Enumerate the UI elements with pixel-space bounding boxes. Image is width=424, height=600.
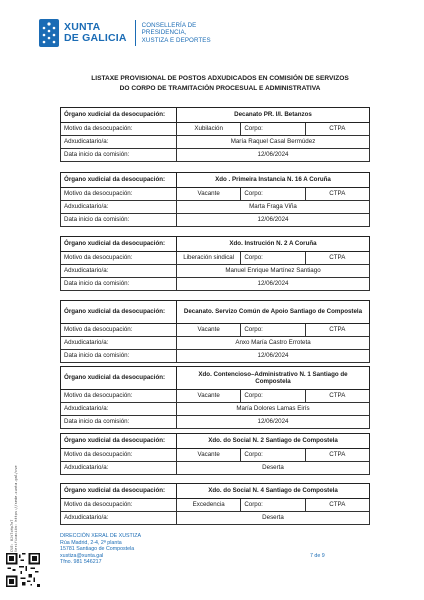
motivo-label: Motivo da desocupación: [61,252,177,265]
adxudicatario-value: Manuel Enrique Martínez Santiago [177,265,370,278]
data-inicio-value: 12/06/2024 [177,149,370,162]
organo-value: Xdo . Primeira Instancia N. 16 A Coruña [177,173,370,188]
footer-address: DIRECCIÓN XERAL DE XUSTIZA Rúa Madrid, 2-4, 2ª planta 15781 Santiago de Compostela xustiza@xunta.gal Tfno. 981 546217 [60,533,142,566]
page-number: 7 de 9 [310,553,325,559]
xunta-crest-icon [38,18,60,48]
motivo-value: Vacante [177,324,241,337]
corpo-value: CTPA [305,123,369,136]
assignment-block [60,107,370,162]
data-inicio-label: Data inicio da comisión: [61,278,177,291]
motivo-label: Motivo da desocupación: [61,188,177,201]
organo-value: Xdo. do Social N. 4 Santiago de Compostela [177,484,370,499]
footer-email[interactable]: xustiza@xunta.gal [60,552,104,559]
organo-label: Órgano xudicial da desocupación: [61,173,177,188]
organo-value: Decanato PR. I/I. Betanzos [177,108,370,123]
corpo-label: Corpo: [241,390,305,403]
organo-value: Decanato. Servizo Común de Apoio Santiago de Compostela [177,301,370,324]
adxudicatario-label: Adxudicatario/a: [61,337,177,350]
adxudicatario-value: Deserta [177,462,370,475]
adxudicatario-value: María Raquel Casal Bermúdez [177,136,370,149]
organo-label: Órgano xudicial da desocupación: [61,484,177,499]
motivo-value: Vacante [177,449,241,462]
adxudicatario-label: Adxudicatario/a: [61,462,177,475]
assignment-block [60,483,370,525]
corpo-value: CTPA [305,390,369,403]
motivo-value: Vacante [177,188,241,201]
corpo-value: CTPA [305,188,369,201]
data-inicio-label: Data inicio da comisión: [61,214,177,227]
data-inicio-value: 12/06/2024 [177,214,370,227]
document-title: LISTAXE PROVISIONAL DE POSTOS ADXUDICADOS EN COMISIÓN DE SERVIZOS DO CORPO DE TRAMITACIÓN PROCESUAL E ADMINISTRATIVA [91,75,349,92]
adxudicatario-value: Anxo María Castro Erroteta [177,337,370,350]
data-inicio-label: Data inicio da comisión: [61,350,177,363]
organo-label: Órgano xudicial da desocupación: [61,434,177,449]
header-divider [135,20,136,46]
corpo-value: CTPA [305,324,369,337]
motivo-label: Motivo da desocupación: [61,123,177,136]
verification-code: CVE: 8Jt7cHp7n7 Verificación: https://sede.xunta.gal/cve [10,465,19,552]
corpo-label: Corpo: [241,324,305,337]
assignment-block [60,236,370,291]
corpo-value: CTPA [305,499,369,512]
motivo-label: Motivo da desocupación: [61,449,177,462]
motivo-value: Vacante [177,390,241,403]
adxudicatario-label: Adxudicatario/a: [61,512,177,525]
header [38,16,211,50]
adxudicatario-label: Adxudicatario/a: [61,265,177,278]
organo-label: Órgano xudicial da desocupación: [61,367,177,390]
data-inicio-label: Data inicio da comisión: [61,149,177,162]
data-inicio-label: Data inicio da comisión: [61,416,177,429]
motivo-value: Liberación sindical [177,252,241,265]
corpo-value: CTPA [305,449,369,462]
corpo-label: Corpo: [241,499,305,512]
assignment-block [60,366,370,429]
data-inicio-value: 12/06/2024 [177,416,370,429]
adxudicatario-value: Marta Fraga Viña [177,201,370,214]
motivo-label: Motivo da desocupación: [61,390,177,403]
adxudicatario-value: María Dolores Lamas Eirís [177,403,370,416]
assignment-block [60,433,370,475]
adxudicatario-label: Adxudicatario/a: [61,201,177,214]
motivo-value: Excedencia [177,499,241,512]
qr-code-icon [6,553,40,587]
corpo-label: Corpo: [241,188,305,201]
corpo-value: CTPA [305,252,369,265]
assignment-block [60,300,370,363]
organo-label: Órgano xudicial da desocupación: [61,108,177,123]
organo-label: Órgano xudicial da desocupación: [61,301,177,324]
organo-label: Órgano xudicial da desocupación: [61,237,177,252]
motivo-value: Xubilación [177,123,241,136]
corpo-label: Corpo: [241,252,305,265]
organo-value: Xdo. do Social N. 2 Santiago de Compostela [177,434,370,449]
organo-value: Xdo. Instrución N. 2 A Coruña [177,237,370,252]
data-inicio-value: 12/06/2024 [177,278,370,291]
adxudicatario-label: Adxudicatario/a: [61,136,177,149]
corpo-label: Corpo: [241,449,305,462]
motivo-label: Motivo da desocupación: [61,324,177,337]
adxudicatario-value: Deserta [177,512,370,525]
motivo-label: Motivo da desocupación: [61,499,177,512]
xunta-logo-text: XUNTA DE GALICIA [64,21,127,44]
data-inicio-value: 12/06/2024 [177,350,370,363]
corpo-label: Corpo: [241,123,305,136]
organo-value: Xdo. Contencioso–Administrativo N. 1 Santiago de Compostela [177,367,370,390]
department-name: CONSELLERÍA DE PRESIDENCIA, XUSTIZA E DEPORTES [141,22,211,44]
assignment-block [60,172,370,227]
adxudicatario-label: Adxudicatario/a: [61,403,177,416]
